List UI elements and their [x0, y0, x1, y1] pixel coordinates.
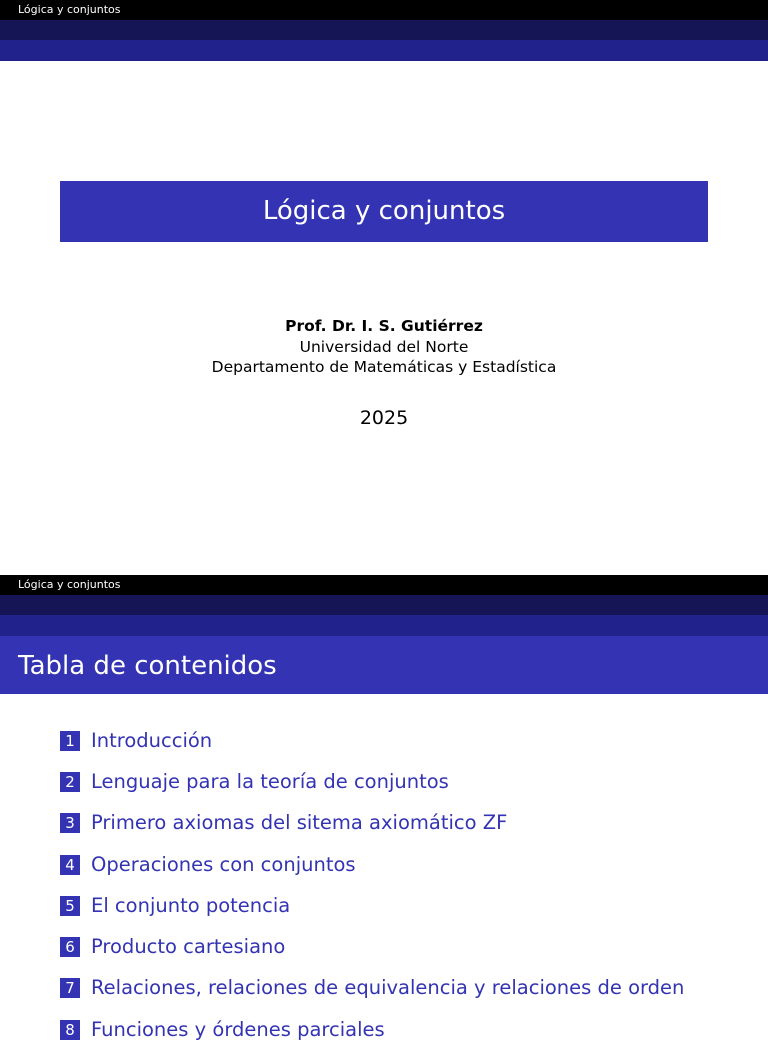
- toc-number-badge: 3: [60, 813, 80, 833]
- presentation-date: 2025: [359, 407, 409, 429]
- toc-link[interactable]: Operaciones con conjuntos: [91, 852, 356, 876]
- header-short-title: Lógica y conjuntos: [18, 578, 121, 591]
- frame-title-bar: [0, 636, 768, 694]
- presentation-title: Lógica y conjuntos: [60, 181, 708, 242]
- header-stripe-dark: [0, 20, 768, 40]
- toc-number-badge: 5: [60, 896, 80, 916]
- toc-link[interactable]: El conjunto potencia: [91, 893, 291, 917]
- toc-number-badge: 6: [60, 937, 80, 957]
- toc-link[interactable]: Funciones y órdenes parciales: [91, 1017, 385, 1041]
- toc-link[interactable]: Lenguaje para la teoría de conjuntos: [91, 769, 449, 793]
- author-name: Prof. Dr. I. S. Gutiérrez: [285, 317, 483, 335]
- toc-slide: [0, 575, 768, 1041]
- toc-item-6[interactable]: [60, 926, 760, 967]
- toc-item-7[interactable]: [60, 968, 760, 1009]
- header-bar: [0, 575, 768, 595]
- department: Departamento de Matemáticas y Estadística: [211, 358, 557, 376]
- toc-link[interactable]: Primero axiomas del sitema axiomático ZF: [91, 811, 508, 835]
- toc-number-badge: 8: [60, 1020, 80, 1040]
- toc-number-badge: 2: [60, 772, 80, 792]
- toc-item-3[interactable]: [60, 803, 760, 844]
- author-block: [0, 316, 768, 378]
- toc-link[interactable]: Introducción: [91, 728, 213, 752]
- toc-item-4[interactable]: [60, 844, 760, 885]
- toc-number-badge: 4: [60, 855, 80, 875]
- header-short-title: Lógica y conjuntos: [18, 3, 121, 16]
- header-bar: [0, 0, 768, 20]
- institution: Universidad del Norte: [299, 337, 469, 356]
- toc-number-badge: 1: [60, 731, 80, 751]
- toc-item-2[interactable]: [60, 761, 760, 802]
- header-stripe-mid: [0, 40, 768, 61]
- table-of-contents: [60, 720, 760, 1050]
- toc-item-5[interactable]: [60, 885, 760, 926]
- toc-link[interactable]: Relaciones, relaciones de equivalencia y relaciones de orden: [91, 976, 685, 1000]
- frame-title: Tabla de contenidos: [18, 651, 277, 681]
- toc-item-1[interactable]: [60, 720, 760, 761]
- toc-link[interactable]: Producto cartesiano: [91, 935, 286, 959]
- header-stripe-mid: [0, 615, 768, 636]
- toc-item-8[interactable]: [60, 1009, 760, 1050]
- header-stripe-dark: [0, 595, 768, 615]
- toc-number-badge: 7: [60, 978, 80, 998]
